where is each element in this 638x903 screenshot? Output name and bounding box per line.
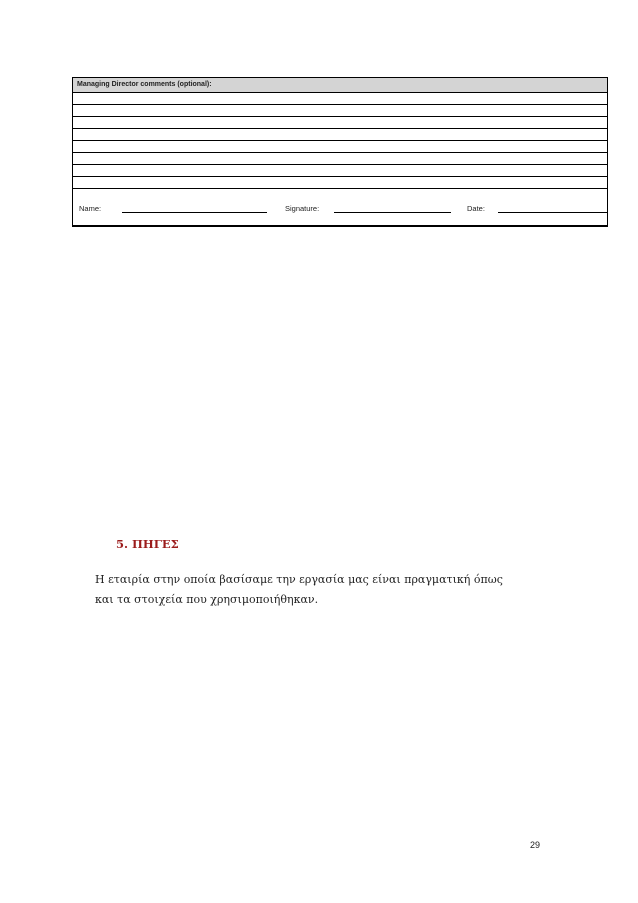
comment-line[interactable]: [73, 153, 607, 165]
comment-line[interactable]: [73, 141, 607, 153]
section-body: [95, 570, 555, 610]
form-header: Managing Director comments (optional):: [73, 78, 607, 93]
comments-form: [72, 77, 608, 227]
body-line: Η εταιρία στην οποία βασίσαμε την εργασία μας είναι πραγματική όπως: [95, 573, 503, 586]
comment-line[interactable]: [73, 93, 607, 105]
date-label: Date:: [467, 204, 485, 213]
signature-field[interactable]: [334, 212, 451, 213]
comment-line[interactable]: [73, 129, 607, 141]
body-line: και τα στοιχεία που χρησιμοποιήθηκαν.: [95, 593, 319, 606]
comment-line[interactable]: [73, 177, 607, 189]
signature-label: Signature:: [285, 204, 320, 213]
page-number: 29: [530, 840, 541, 850]
section-title: 5. ΠΗΓΕΣ: [116, 537, 179, 551]
name-label: Name:: [79, 204, 102, 213]
comment-line[interactable]: [73, 117, 607, 129]
date-field[interactable]: [498, 212, 608, 213]
comment-line[interactable]: [73, 165, 607, 177]
comment-line[interactable]: [73, 105, 607, 117]
name-field[interactable]: [122, 212, 267, 213]
